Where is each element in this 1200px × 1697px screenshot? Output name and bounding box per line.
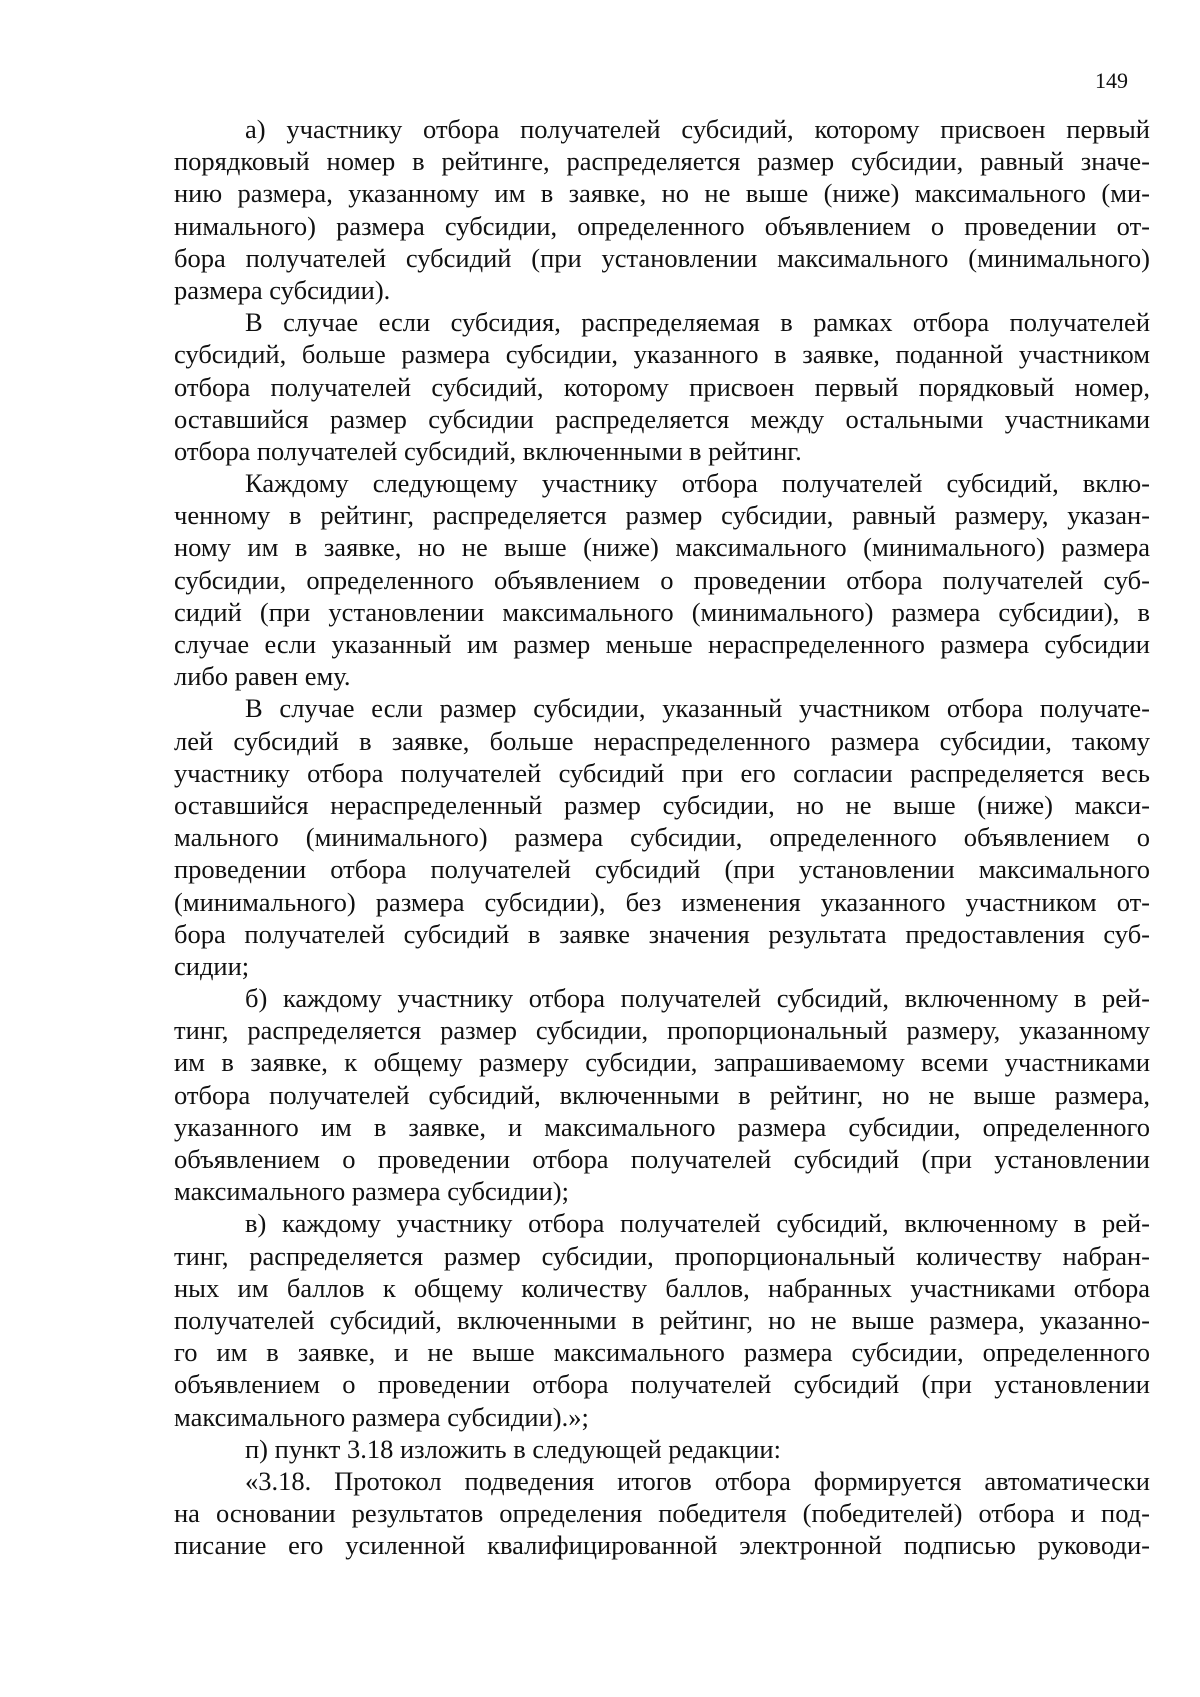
text-line: отбора получателей субсидий, включенными в рейтинг.: [174, 435, 802, 466]
text-line: тинг, распределяется размер субсидии, пропорциональный количеству набран-: [174, 1240, 1150, 1271]
text-line: на основании результатов определения победителя (победителей) отбора и под-: [174, 1498, 1150, 1529]
text-line: субсидии, определенного объявлением о проведении отбора получателей суб-: [174, 564, 1150, 595]
text-line: В случае если размер субсидии, указанный участником отбора получате-: [245, 693, 1150, 724]
text-line: отбора получателей субсидий, включенными в рейтинг, но не выше размера,: [174, 1079, 1150, 1110]
text-line: ных им баллов к общему количеству баллов, набранных участниками отбора: [174, 1272, 1150, 1303]
paragraph: [174, 1207, 1150, 1432]
text-line: бора получателей субсидий (при установлении максимального (минимального): [174, 242, 1150, 273]
paragraph: [174, 692, 1150, 982]
text-line: тинг, распределяется размер субсидии, пропорциональный размеру, указанному: [174, 1015, 1150, 1046]
paragraph: [174, 982, 1150, 1207]
document-body: [174, 113, 1150, 1561]
text-line: лей субсидий в заявке, больше нераспределенного размера субсидии, такому: [174, 725, 1150, 756]
text-line: в) каждому участнику отбора получателей субсидий, включенному в рей-: [245, 1208, 1150, 1239]
text-line: писание его усиленной квалифицированной электронной подписью руководи-: [174, 1530, 1150, 1561]
text-line: получателей субсидий, включенными в рейтинг, но не выше размера, указанно-: [174, 1304, 1150, 1335]
text-line: объявлением о проведении отбора получателей субсидий (при установлении: [174, 1144, 1150, 1174]
paragraph: [174, 467, 1150, 692]
text-line: оставшийся нераспределенный размер субсидии, но не выше (ниже) макси-: [174, 789, 1150, 820]
paragraph: [174, 1465, 1150, 1562]
text-line: порядковый номер в рейтинге, распределяется размер субсидии, равный значе-: [174, 146, 1150, 177]
text-line: (минимального) размера субсидии), без изменения указанного участником от-: [174, 886, 1150, 917]
text-line: ному им в заявке, но не выше (ниже) максимального (минимального) размера: [174, 532, 1150, 563]
text-line: либо равен ему.: [174, 661, 351, 692]
text-line: им в заявке, к общему размеру субсидии, запрашиваемому всеми участниками: [174, 1047, 1150, 1078]
text-line: субсидий, больше размера субсидии, указанного в заявке, поданной участником: [174, 339, 1150, 370]
text-line: проведении отбора получателей субсидий (при установлении максимального: [174, 854, 1150, 885]
text-line: отбора получателей субсидий, которому присвоен первый порядковый номер,: [174, 371, 1150, 402]
text-line: максимального размера субсидии).»;: [174, 1401, 589, 1432]
text-line: бора получателей субсидий в заявке значения результата предоставления суб-: [174, 918, 1150, 949]
paragraph: [174, 306, 1150, 467]
text-line: б) каждому участнику отбора получателей субсидий, включенному в рей-: [245, 983, 1150, 1014]
text-line: участнику отбора получателей субсидий при его согласии распределяется весь: [174, 757, 1150, 788]
text-line: указанного им в заявке, и максимального размера субсидии, определенного: [174, 1111, 1150, 1142]
text-line: случае если указанный им размер меньше нераспределенного размера субсидии: [174, 629, 1150, 659]
text-line: размера субсидии).: [174, 274, 391, 305]
text-line: «3.18. Протокол подведения итогов отбора формируется автоматически: [245, 1465, 1150, 1496]
text-line: а) участнику отбора получателей субсидий, которому присвоен первый: [245, 114, 1150, 144]
paragraph: [174, 1433, 1150, 1465]
text-line: В случае если субсидия, распределяемая в рамках отбора получателей: [245, 307, 1150, 338]
text-line: максимального размера субсидии);: [174, 1176, 569, 1207]
text-line: ченному в рейтинг, распределяется размер субсидии, равный размеру, указан-: [174, 500, 1150, 531]
text-line: объявлением о проведении отбора получателей субсидий (при установлении: [174, 1369, 1150, 1400]
page-number: 149: [1095, 68, 1128, 93]
text-line: сидий (при установлении максимального (минимального) размера субсидии), в: [174, 596, 1150, 627]
text-line: го им в заявке, и не выше максимального размера субсидии, определенного: [174, 1337, 1150, 1368]
text-line: нию размера, указанному им в заявке, но не выше (ниже) максимального (ми-: [174, 178, 1150, 209]
text-line: оставшийся размер субсидии распределяется между остальными участниками: [174, 403, 1150, 434]
text-line: п) пункт 3.18 изложить в следующей редакции:: [245, 1433, 781, 1464]
text-line: сидии;: [174, 950, 250, 981]
text-line: нимального) размера субсидии, определенного объявлением о проведении от-: [174, 210, 1150, 241]
text-line: мального (минимального) размера субсидии, определенного объявлением о: [174, 822, 1150, 853]
paragraph: [174, 113, 1150, 306]
text-line: Каждому следующему участнику отбора получателей субсидий, вклю-: [245, 468, 1150, 499]
